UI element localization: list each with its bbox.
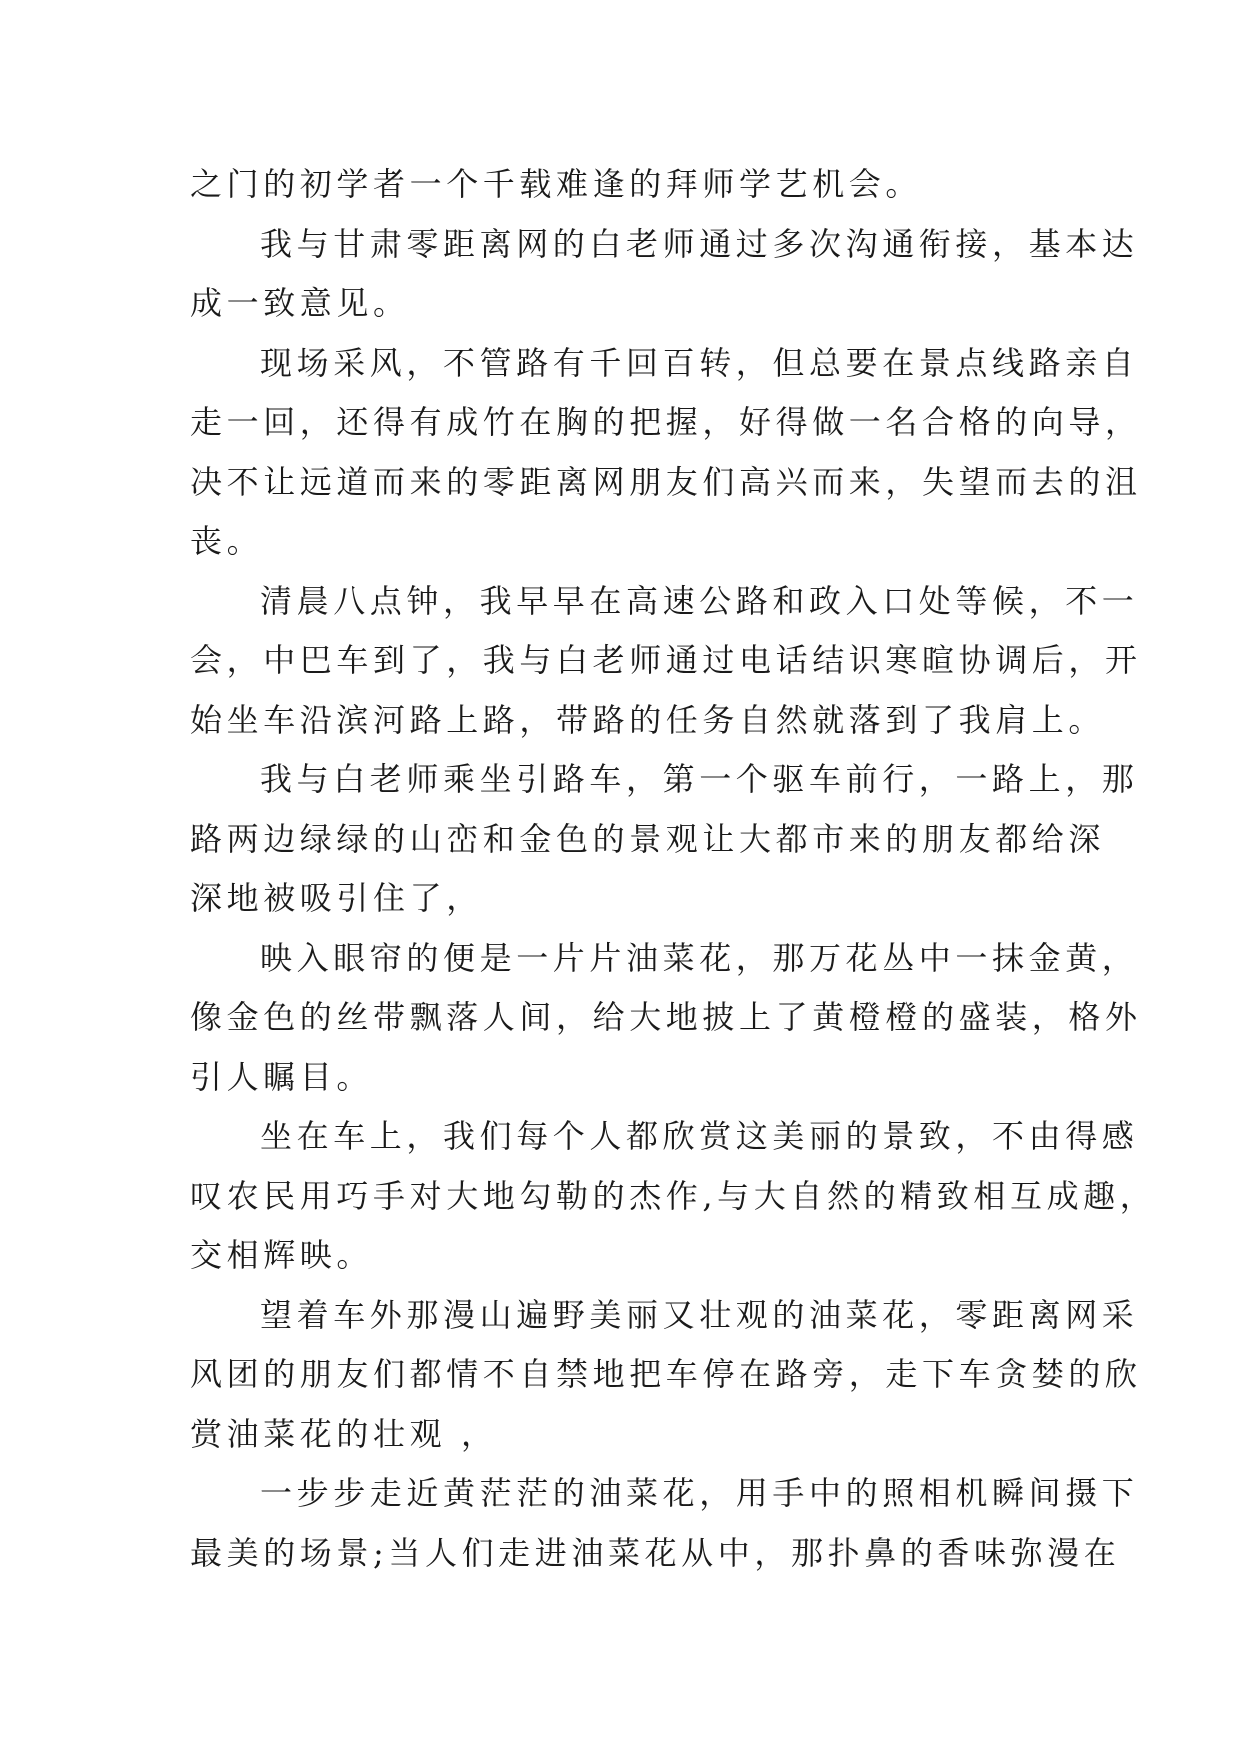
paragraph-start-line: 一步步走近黄茫茫的油菜花，用手中的照相机瞬间摄下: [260, 1474, 1139, 1512]
text-line: 始坐车沿滨河路上路，带路的任务自然就落到了我肩上。: [190, 700, 1106, 739]
paragraph-start-line: 清晨八点钟，我早早在高速公路和政入口处等候，不一: [260, 581, 1139, 620]
paragraph-start-line: 现场采风，不管路有千回百转，但总要在景点线路亲自: [260, 343, 1139, 382]
text-line: 走一回，还得有成竹在胸的把握，好得做一名合格的向导，: [190, 403, 1142, 441]
text-line: 赏油菜花的壮观 ，: [190, 1414, 498, 1453]
paragraph-start-line: 我与甘肃零距离网的白老师通过多次沟通衔接，基本达: [260, 224, 1139, 263]
text-line: 像金色的丝带飘落人间，给大地披上了黄橙橙的盛装，格外: [190, 998, 1142, 1036]
text-line: 风团的朋友们都情不自禁地把车停在路旁，走下车贪婪的欣: [190, 1355, 1142, 1393]
text-line: 会，中巴车到了，我与白老师通过电话结识寒暄协调后，开: [190, 641, 1142, 679]
paragraph-start-line: 映入眼帘的便是一片片油菜花，那万花丛中一抹金黄，: [260, 938, 1139, 977]
paragraph-start-line: 我与白老师乘坐引路车，第一个驱车前行，一路上，那: [260, 760, 1139, 798]
text-line: 之门的初学者一个千载难逢的拜师学艺机会。: [190, 165, 923, 203]
text-line: 深地被吸引住了，: [190, 879, 483, 917]
text-line: 叹农民用巧手对大地勾勒的杰作,与大自然的精致相互成趣，: [190, 1176, 1157, 1215]
text-line: 引人瞩目。: [190, 1057, 374, 1096]
text-line: 丧。: [190, 522, 264, 560]
text-line: 交相辉映。: [190, 1236, 374, 1274]
text-line: 决不让远道而来的零距离网朋友们高兴而来，失望而去的沮: [190, 462, 1142, 501]
paragraph-start-line: 望着车外那漫山遍野美丽又壮观的油菜花，零距离网采: [260, 1295, 1139, 1334]
text-line: 路两边绿绿的山峦和金色的景观让大都市来的朋友都给深: [190, 819, 1106, 858]
text-line: 成一致意见。: [190, 284, 410, 322]
text-line: 最美的场景;当人们走进油菜花从中，那扑鼻的香味弥漫在: [190, 1533, 1121, 1572]
document-page: [190, 155, 1157, 1583]
paragraph-start-line: 坐在车上，我们每个人都欣赏这美丽的景致，不由得感: [260, 1117, 1139, 1155]
